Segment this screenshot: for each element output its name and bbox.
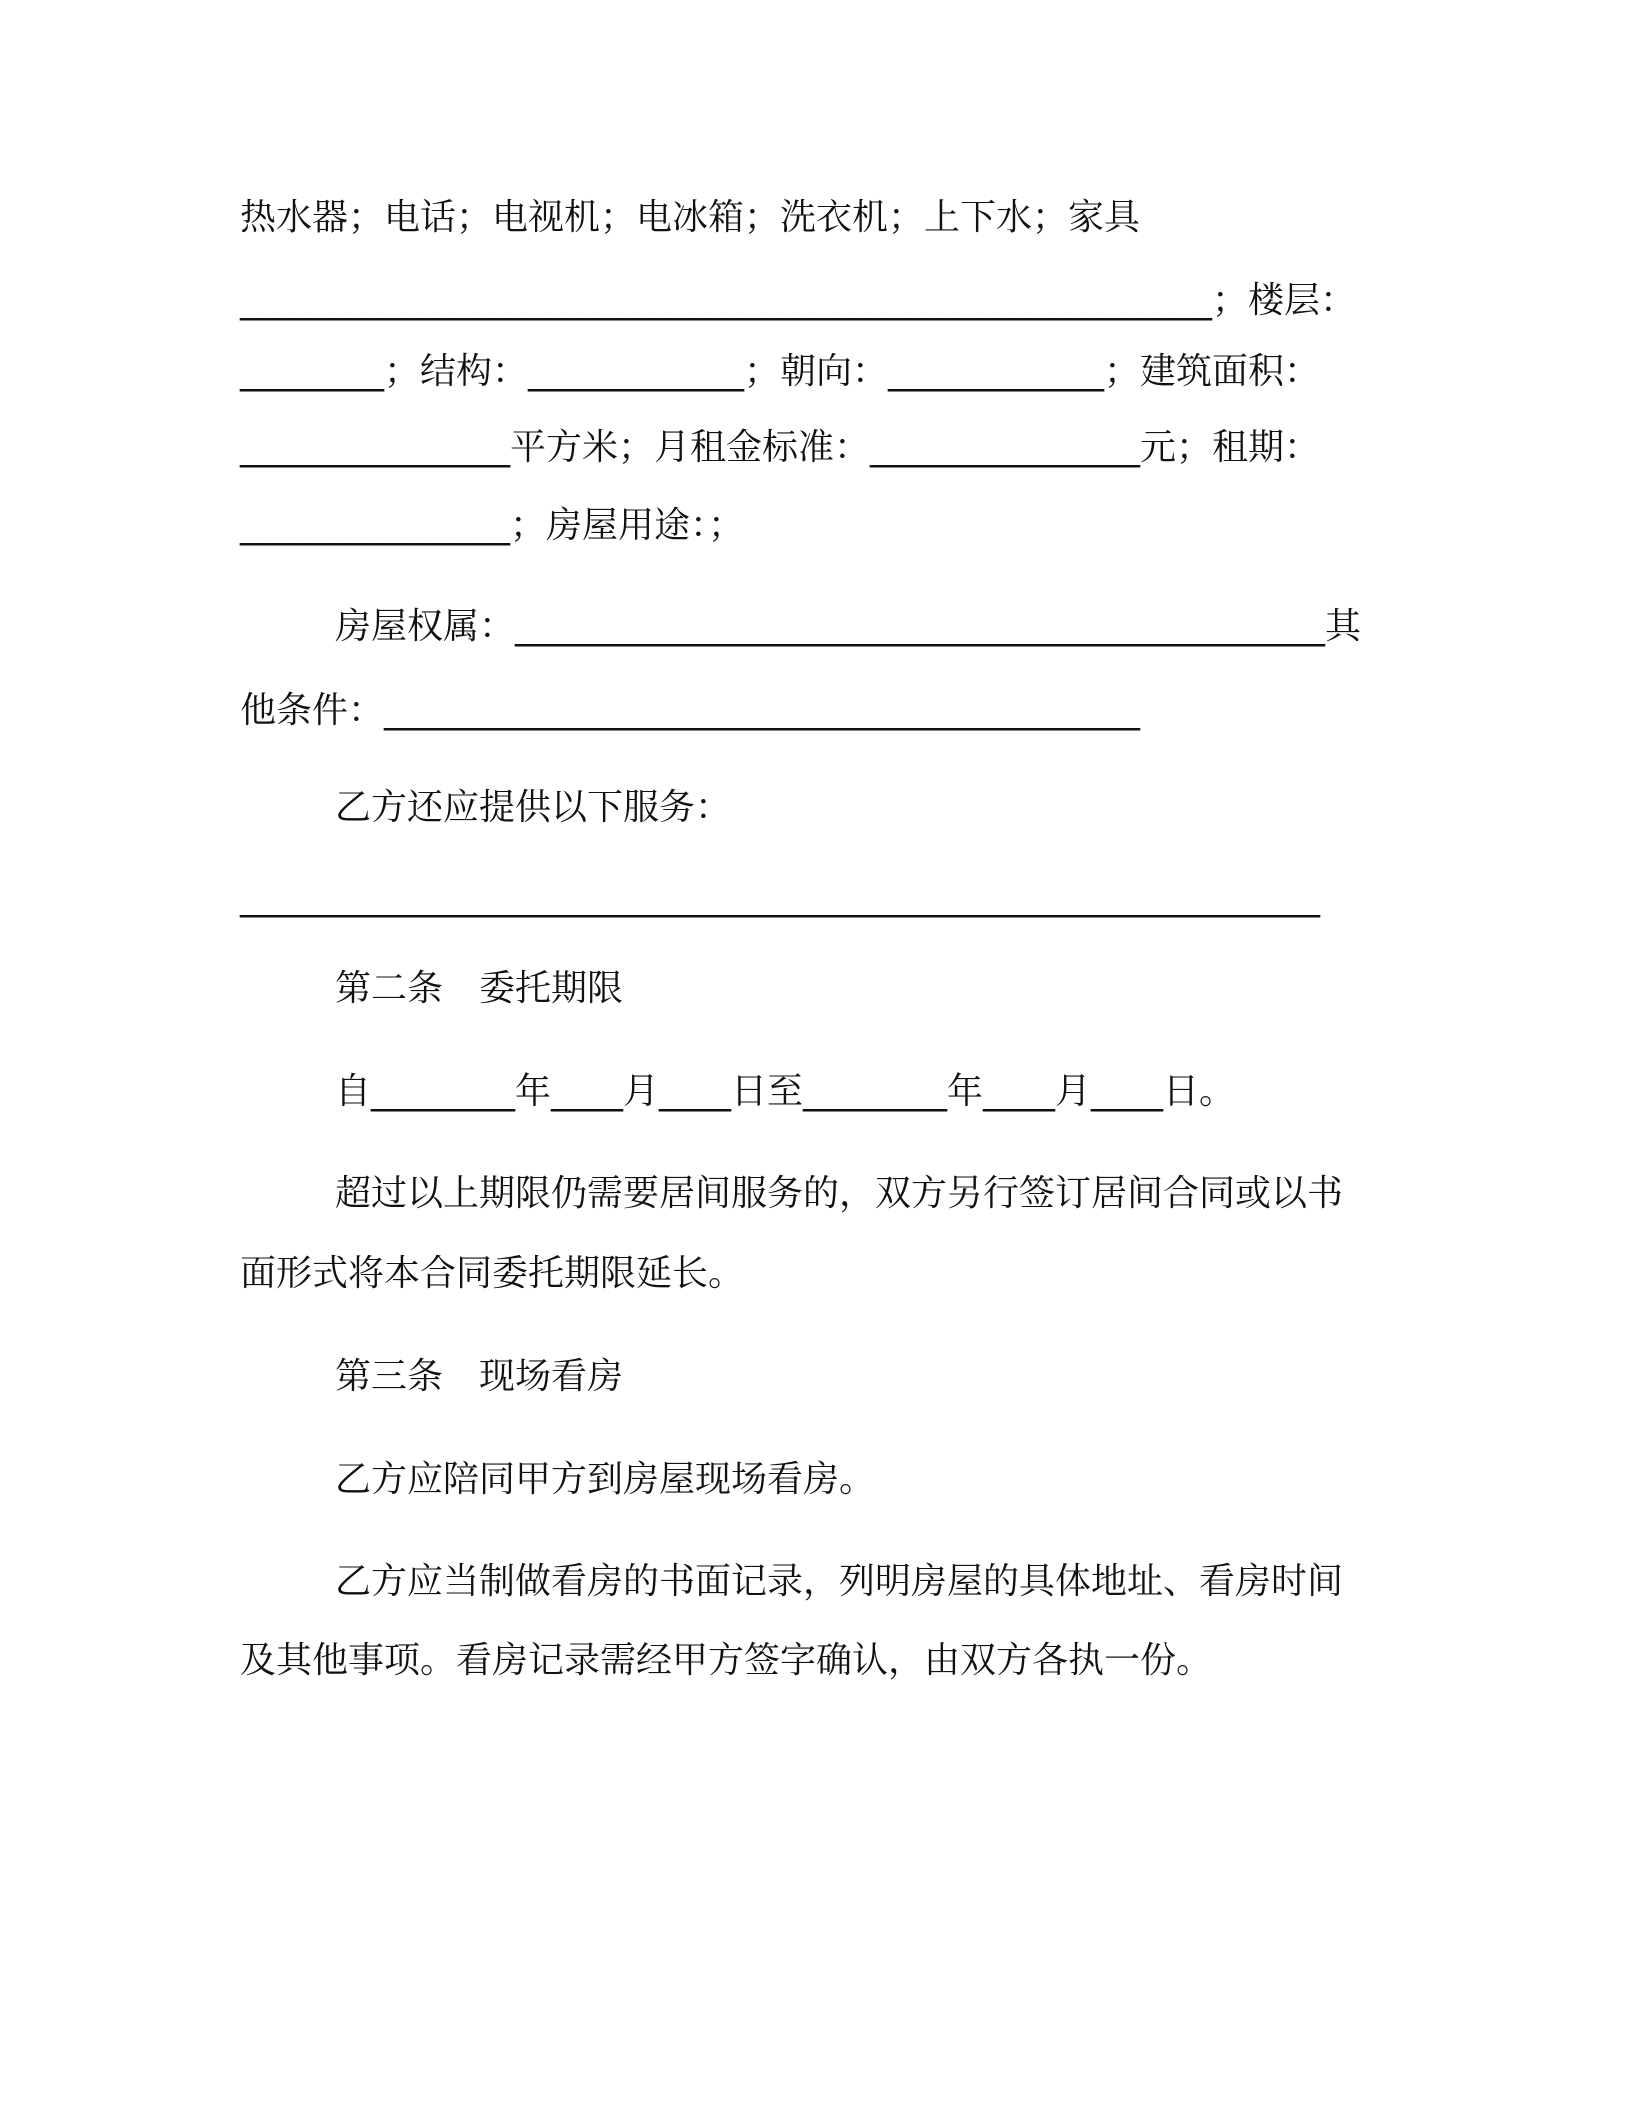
text-line-furniture-floor: ______________________________________________________；楼层： — [240, 280, 1356, 321]
text-line-services-label: 乙方还应提供以下服务： — [335, 787, 732, 828]
text-line-appliances: 热水器；电话；电视机；电冰箱；洗衣机；上下水；家具 — [240, 197, 1141, 238]
text-line-term-usage: _______________；房屋用途：； — [240, 505, 745, 546]
section-heading-article-2: 第二条 委托期限 — [335, 968, 624, 1009]
text-line-other-conditions: 他条件：__________________________________________ — [240, 690, 1141, 731]
section-heading-article-3: 第三条 现场看房 — [335, 1356, 624, 1397]
text-line-viewing-record-2: 及其他事项。看房记录需经甲方签字确认，由双方各执一份。 — [240, 1640, 1213, 1681]
text-line-period-dates: 自________年____月____日至________年____月____日。 — [335, 1071, 1235, 1112]
text-line-services-blank: ____________________________________________________________ — [240, 877, 1320, 918]
text-line-area-rent-term: _______________平方米；月租金标准：_______________元；租期： — [240, 427, 1321, 468]
text-line-viewing-accompany: 乙方应陪同甲方到房屋现场看房。 — [335, 1459, 876, 1500]
text-line-extension-1: 超过以上期限仍需要居间服务的，双方另行签订居间合同或以书 — [335, 1173, 1344, 1214]
text-line-extension-2: 面形式将本合同委托期限延长。 — [240, 1253, 745, 1294]
text-line-ownership: 房屋权属：_____________________________________________其 — [335, 606, 1362, 647]
text-line-viewing-record-1: 乙方应当制做看房的书面记录，列明房屋的具体地址、看房时间 — [335, 1561, 1344, 1602]
text-line-structure-orientation-area: ________；结构：____________；朝向：____________；建筑面积： — [240, 351, 1321, 392]
